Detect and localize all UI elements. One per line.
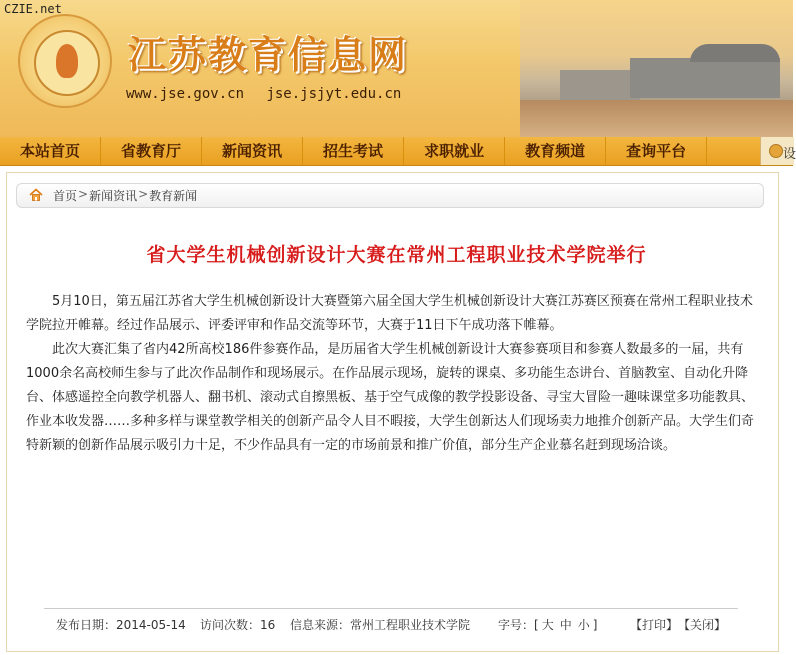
- print-button[interactable]: 【打印】: [630, 618, 679, 632]
- nav-items: [0, 137, 707, 165]
- breadcrumb-home[interactable]: 首页: [53, 189, 78, 203]
- nav-item-news[interactable]: 新闻资讯: [202, 137, 303, 165]
- visit-count-value: 16: [260, 618, 276, 632]
- home-icon: [29, 188, 43, 202]
- article-paragraph: 此次大赛汇集了省内42所高校186件参赛作品，是历届省大学生机械创新设计大赛参赛项目和参赛人数最多的一届，共有1000余名高校师生参与了此次作品制作和现场展示。在作品展示现场，旋转的课桌、多功能生态讲台、首脑教室、自动化升降台、体感遥控全向教学机器人、翻书机、滚动式自擦黑板、基于空气成像的教学投影设备、寻宝大冒险一趣味课堂多功能教具、作业本收发器……多种多样与课堂教学相关的创新产品令人目不暇接，大学生创新达人们现场卖力地推介创新产品。大学生们奇特新颖的创新作品展示吸引力十足，不少作品具有一定的市场前景和推广价值，部分生产企业慕名赶到现场洽谈。: [26, 342, 755, 453]
- close-button[interactable]: 【关闭】: [678, 618, 727, 632]
- nav-settings[interactable]: [760, 137, 794, 165]
- visit-count: [200, 616, 275, 633]
- main-nav: [0, 137, 796, 166]
- site-domains: [126, 86, 401, 102]
- article-paragraph: 5月10日，第五届江苏省大学生机械创新设计大赛暨第六届全国大学生机械创新设计大赛江苏赛区预赛在常州工程职业技术学院拉开帷幕。经过作品展示、评委评审和作品交流等环节，大赛于11日下午成功落下帷幕。: [26, 294, 753, 333]
- article-body: [26, 290, 756, 458]
- publish-date-label: 发布日期：: [56, 618, 117, 632]
- site-banner: [0, 0, 793, 137]
- logo-flame-icon: [56, 44, 78, 78]
- breadcrumb: [16, 183, 764, 208]
- settings-icon: [769, 144, 783, 158]
- publish-date: [56, 616, 186, 633]
- breadcrumb-education-news[interactable]: 教育新闻: [149, 189, 198, 203]
- visit-count-label: 访问次数：: [200, 618, 261, 632]
- font-size-label: 字号：: [498, 618, 535, 632]
- domain-secondary[interactable]: jse.jsjyt.edu.cn: [266, 86, 402, 102]
- article-actions: [630, 616, 726, 633]
- nav-item-channels[interactable]: 教育频道: [505, 137, 606, 165]
- campus-building: [630, 58, 780, 98]
- watermark-text: CZIE.net: [4, 2, 62, 16]
- font-bracket-close: ]: [592, 618, 598, 632]
- breadcrumb-items: [53, 187, 197, 204]
- nav-settings-label: 设: [783, 147, 796, 162]
- nav-item-query[interactable]: 查询平台: [606, 137, 707, 165]
- breadcrumb-separator: >: [138, 187, 149, 201]
- nav-item-home[interactable]: 本站首页: [0, 137, 101, 165]
- site-logo[interactable]: [18, 14, 112, 108]
- font-bracket-open: [: [534, 618, 539, 632]
- breadcrumb-separator: >: [78, 187, 89, 201]
- nav-item-admissions[interactable]: 招生考试: [303, 137, 404, 165]
- info-source: [290, 616, 470, 633]
- publish-date-value: 2014-05-14: [116, 618, 186, 632]
- font-size-control: [498, 616, 597, 633]
- domain-primary[interactable]: www.jse.gov.cn: [126, 86, 245, 102]
- footer-divider: [44, 608, 738, 609]
- breadcrumb-news[interactable]: 新闻资讯: [89, 189, 138, 203]
- campus-building: [560, 70, 640, 100]
- font-large-button[interactable]: 大: [541, 618, 554, 632]
- nav-item-jobs[interactable]: 求职就业: [404, 137, 505, 165]
- article-title: 省大学生机械创新设计大赛在常州工程职业技术学院举行: [146, 244, 647, 266]
- site-title: 江苏教育信息网: [128, 32, 409, 77]
- font-medium-button[interactable]: 中: [559, 618, 572, 632]
- campus-photo: [520, 0, 793, 137]
- info-source-value: 常州工程职业技术学院: [350, 618, 471, 632]
- info-source-label: 信息来源：: [290, 618, 351, 632]
- logo-emblem-icon: [34, 30, 100, 96]
- campus-plaza: [520, 100, 793, 137]
- nav-item-education-dept[interactable]: 省教育厅: [101, 137, 202, 165]
- font-small-button[interactable]: 小: [577, 618, 590, 632]
- campus-dome: [690, 44, 780, 62]
